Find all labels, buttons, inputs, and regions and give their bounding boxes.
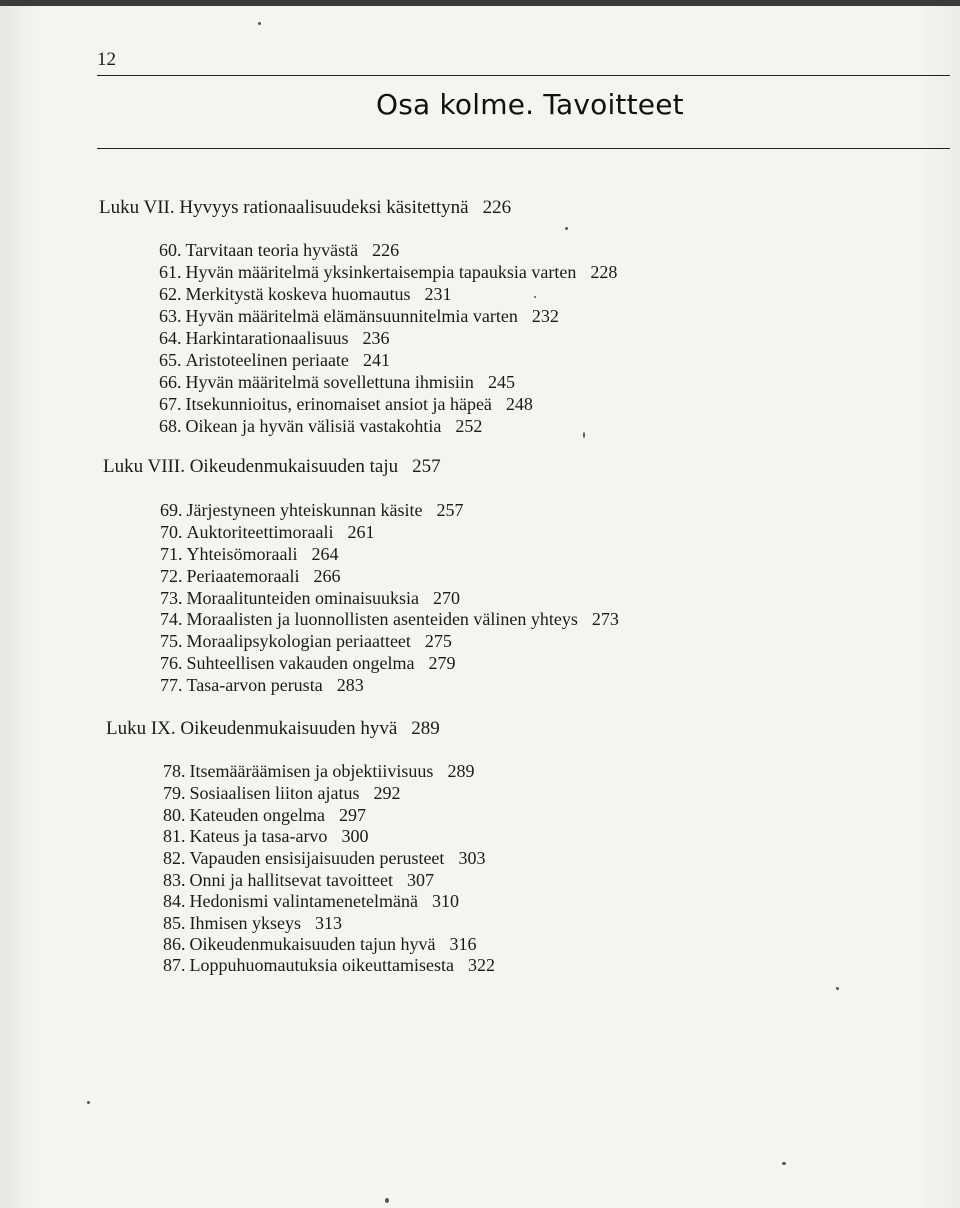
entry-page: 232 (531, 306, 559, 326)
toc-entry (163, 848, 485, 869)
page-number: 12 (97, 49, 116, 70)
entry-page: 257 (436, 500, 464, 520)
entry-number: 77. (160, 675, 183, 695)
scan-speck (258, 22, 261, 25)
entry-page: 270 (432, 588, 460, 608)
toc-entry (163, 891, 459, 912)
entry-page: 228 (590, 262, 618, 282)
entry-title: Hedonismi valintamenetelmänä (189, 891, 418, 911)
entry-title: Hyvän määritelmä yksinkertaisempia tapauksia varten (185, 262, 577, 282)
entry-title: Hyvän määritelmä elämänsuunnitelmia varten (185, 306, 518, 326)
entry-page: 231 (424, 284, 452, 304)
entry-page: 261 (347, 522, 375, 542)
entry-number: 85. (163, 913, 186, 933)
entry-number: 82. (163, 848, 186, 868)
toc-entry (160, 566, 340, 587)
chapter-title: Luku VIII. Oikeudenmukaisuuden taju (103, 456, 399, 477)
entry-title: Aristoteelinen periaate (185, 350, 349, 370)
toc-entry (159, 240, 399, 261)
entry-number: 84. (163, 891, 186, 911)
toc-entry (160, 653, 455, 674)
toc-entry (163, 783, 400, 804)
entry-page: 303 (458, 848, 486, 868)
entry-page: 245 (487, 372, 515, 392)
entry-number: 87. (163, 955, 186, 975)
entry-title: Vapauden ensisijaisuuden perusteet (189, 848, 445, 868)
entry-number: 66. (159, 372, 182, 392)
entry-number: 86. (163, 934, 186, 954)
entry-number: 69. (160, 500, 183, 520)
entry-page: 310 (431, 891, 459, 911)
entry-number: 83. (163, 870, 186, 890)
scan-speck (534, 296, 536, 298)
entry-title: Moraalitunteiden ominaisuuksia (186, 588, 419, 608)
scan-speck (87, 1101, 90, 1104)
entry-number: 79. (163, 783, 186, 803)
entry-title: Järjestyneen yhteiskunnan käsite (186, 500, 423, 520)
toc-entry (163, 870, 434, 891)
entry-title: Ihmisen ykseys (189, 913, 301, 933)
entry-title: Moraalipsykologian periaatteet (186, 631, 411, 651)
entry-page: 252 (455, 416, 483, 436)
entry-title: Moraalisten ja luonnollisten asenteiden välinen yhteys (186, 609, 578, 629)
toc-entry (160, 544, 338, 565)
toc-entry (159, 350, 390, 371)
entry-page: 289 (447, 761, 475, 781)
toc-entry (160, 588, 460, 609)
chapter-title: Luku IX. Oikeudenmukaisuuden hyvä (106, 718, 398, 739)
entry-title: Hyvän määritelmä sovellettuna ihmisiin (185, 372, 474, 392)
entry-title: Itsekunnioitus, erinomaiset ansiot ja häpeä (185, 394, 492, 414)
entry-number: 68. (159, 416, 182, 436)
chapter-heading (99, 197, 511, 219)
entry-title: Itsemääräämisen ja objektiivisuus (189, 761, 434, 781)
chapter-page: 289 (411, 718, 440, 739)
entry-number: 71. (160, 544, 183, 564)
entry-number: 73. (160, 588, 183, 608)
entry-number: 76. (160, 653, 183, 673)
toc-entry (160, 522, 374, 543)
entry-number: 67. (159, 394, 182, 414)
entry-number: 78. (163, 761, 186, 781)
entry-page: 273 (591, 609, 619, 629)
entry-number: 74. (160, 609, 183, 629)
entry-number: 75. (160, 631, 183, 651)
header-rule-bottom (97, 148, 950, 149)
entry-title: Merkitystä koskeva huomautus (185, 284, 411, 304)
chapter-heading (106, 718, 440, 740)
entry-page: 226 (372, 240, 400, 260)
entry-page: 279 (428, 653, 456, 673)
entry-page: 292 (373, 783, 401, 803)
entry-page: 241 (362, 350, 390, 370)
entry-page: 307 (406, 870, 434, 890)
entry-title: Suhteellisen vakauden ongelma (186, 653, 415, 673)
entry-title: Periaatemoraali (186, 566, 300, 586)
toc-entry (163, 805, 366, 826)
toc-entry (159, 306, 559, 327)
toc-entry (163, 826, 368, 847)
toc-entry (163, 934, 476, 955)
toc-entry (160, 609, 619, 630)
chapter-heading (103, 456, 441, 478)
chapter-title: Luku VII. Hyvyys rationaalisuudeksi käsitettynä (99, 197, 469, 218)
entry-page: 322 (467, 955, 495, 975)
toc-entry (160, 500, 463, 521)
entry-page: 264 (311, 544, 339, 564)
entry-title: Tasa-arvon perusta (186, 675, 323, 695)
toc-entry (159, 284, 451, 305)
entry-page: 236 (362, 328, 390, 348)
entry-number: 81. (163, 826, 186, 846)
entry-title: Tarvitaan teoria hyvästä (185, 240, 359, 260)
chapter-page: 226 (482, 197, 512, 218)
entry-title: Loppuhuomautuksia oikeuttamisesta (189, 955, 454, 975)
toc-entry (159, 394, 533, 415)
entry-number: 62. (159, 284, 182, 304)
scan-speck (782, 1162, 786, 1165)
entry-title: Sosiaalisen liiton ajatus (189, 783, 360, 803)
scan-speck (583, 432, 585, 438)
entry-number: 72. (160, 566, 183, 586)
toc-entry (163, 761, 474, 782)
scan-speck (565, 227, 568, 230)
entry-title: Auktoriteettimoraali (186, 522, 334, 542)
scan-speck (385, 1198, 389, 1203)
entry-page: 297 (338, 805, 366, 825)
entry-title: Onni ja hallitsevat tavoitteet (189, 870, 393, 890)
toc-entry (163, 955, 495, 976)
part-title: Osa kolme. Tavoitteet (376, 88, 684, 121)
scan-top-edge (0, 0, 960, 6)
entry-title: Oikeudenmukaisuuden tajun hyvä (189, 934, 436, 954)
entry-title: Harkintarationaalisuus (185, 328, 349, 348)
entry-page: 275 (424, 631, 452, 651)
toc-entry (160, 675, 364, 696)
toc-entry (163, 913, 342, 934)
toc-entry (159, 262, 617, 283)
entry-number: 64. (159, 328, 182, 348)
scan-speck (836, 987, 839, 990)
toc-entry (159, 372, 515, 393)
entry-title: Kateus ja tasa-arvo (189, 826, 328, 846)
entry-number: 60. (159, 240, 182, 260)
entry-title: Yhteisömoraali (186, 544, 298, 564)
toc-entry (159, 416, 482, 437)
entry-number: 61. (159, 262, 182, 282)
entry-number: 65. (159, 350, 182, 370)
entry-number: 63. (159, 306, 182, 326)
entry-title: Kateuden ongelma (189, 805, 325, 825)
toc-entry (159, 328, 389, 349)
entry-number: 70. (160, 522, 183, 542)
entry-page: 313 (315, 913, 342, 933)
chapter-page: 257 (412, 456, 441, 477)
entry-page: 266 (313, 566, 341, 586)
entry-page: 248 (505, 394, 533, 414)
toc-entry (160, 631, 452, 652)
entry-page: 283 (336, 675, 364, 695)
entry-page: 316 (449, 934, 477, 954)
header-rule-top (97, 75, 950, 76)
entry-title: Oikean ja hyvän välisiä vastakohtia (185, 416, 442, 436)
entry-number: 80. (163, 805, 186, 825)
entry-page: 300 (341, 826, 369, 846)
